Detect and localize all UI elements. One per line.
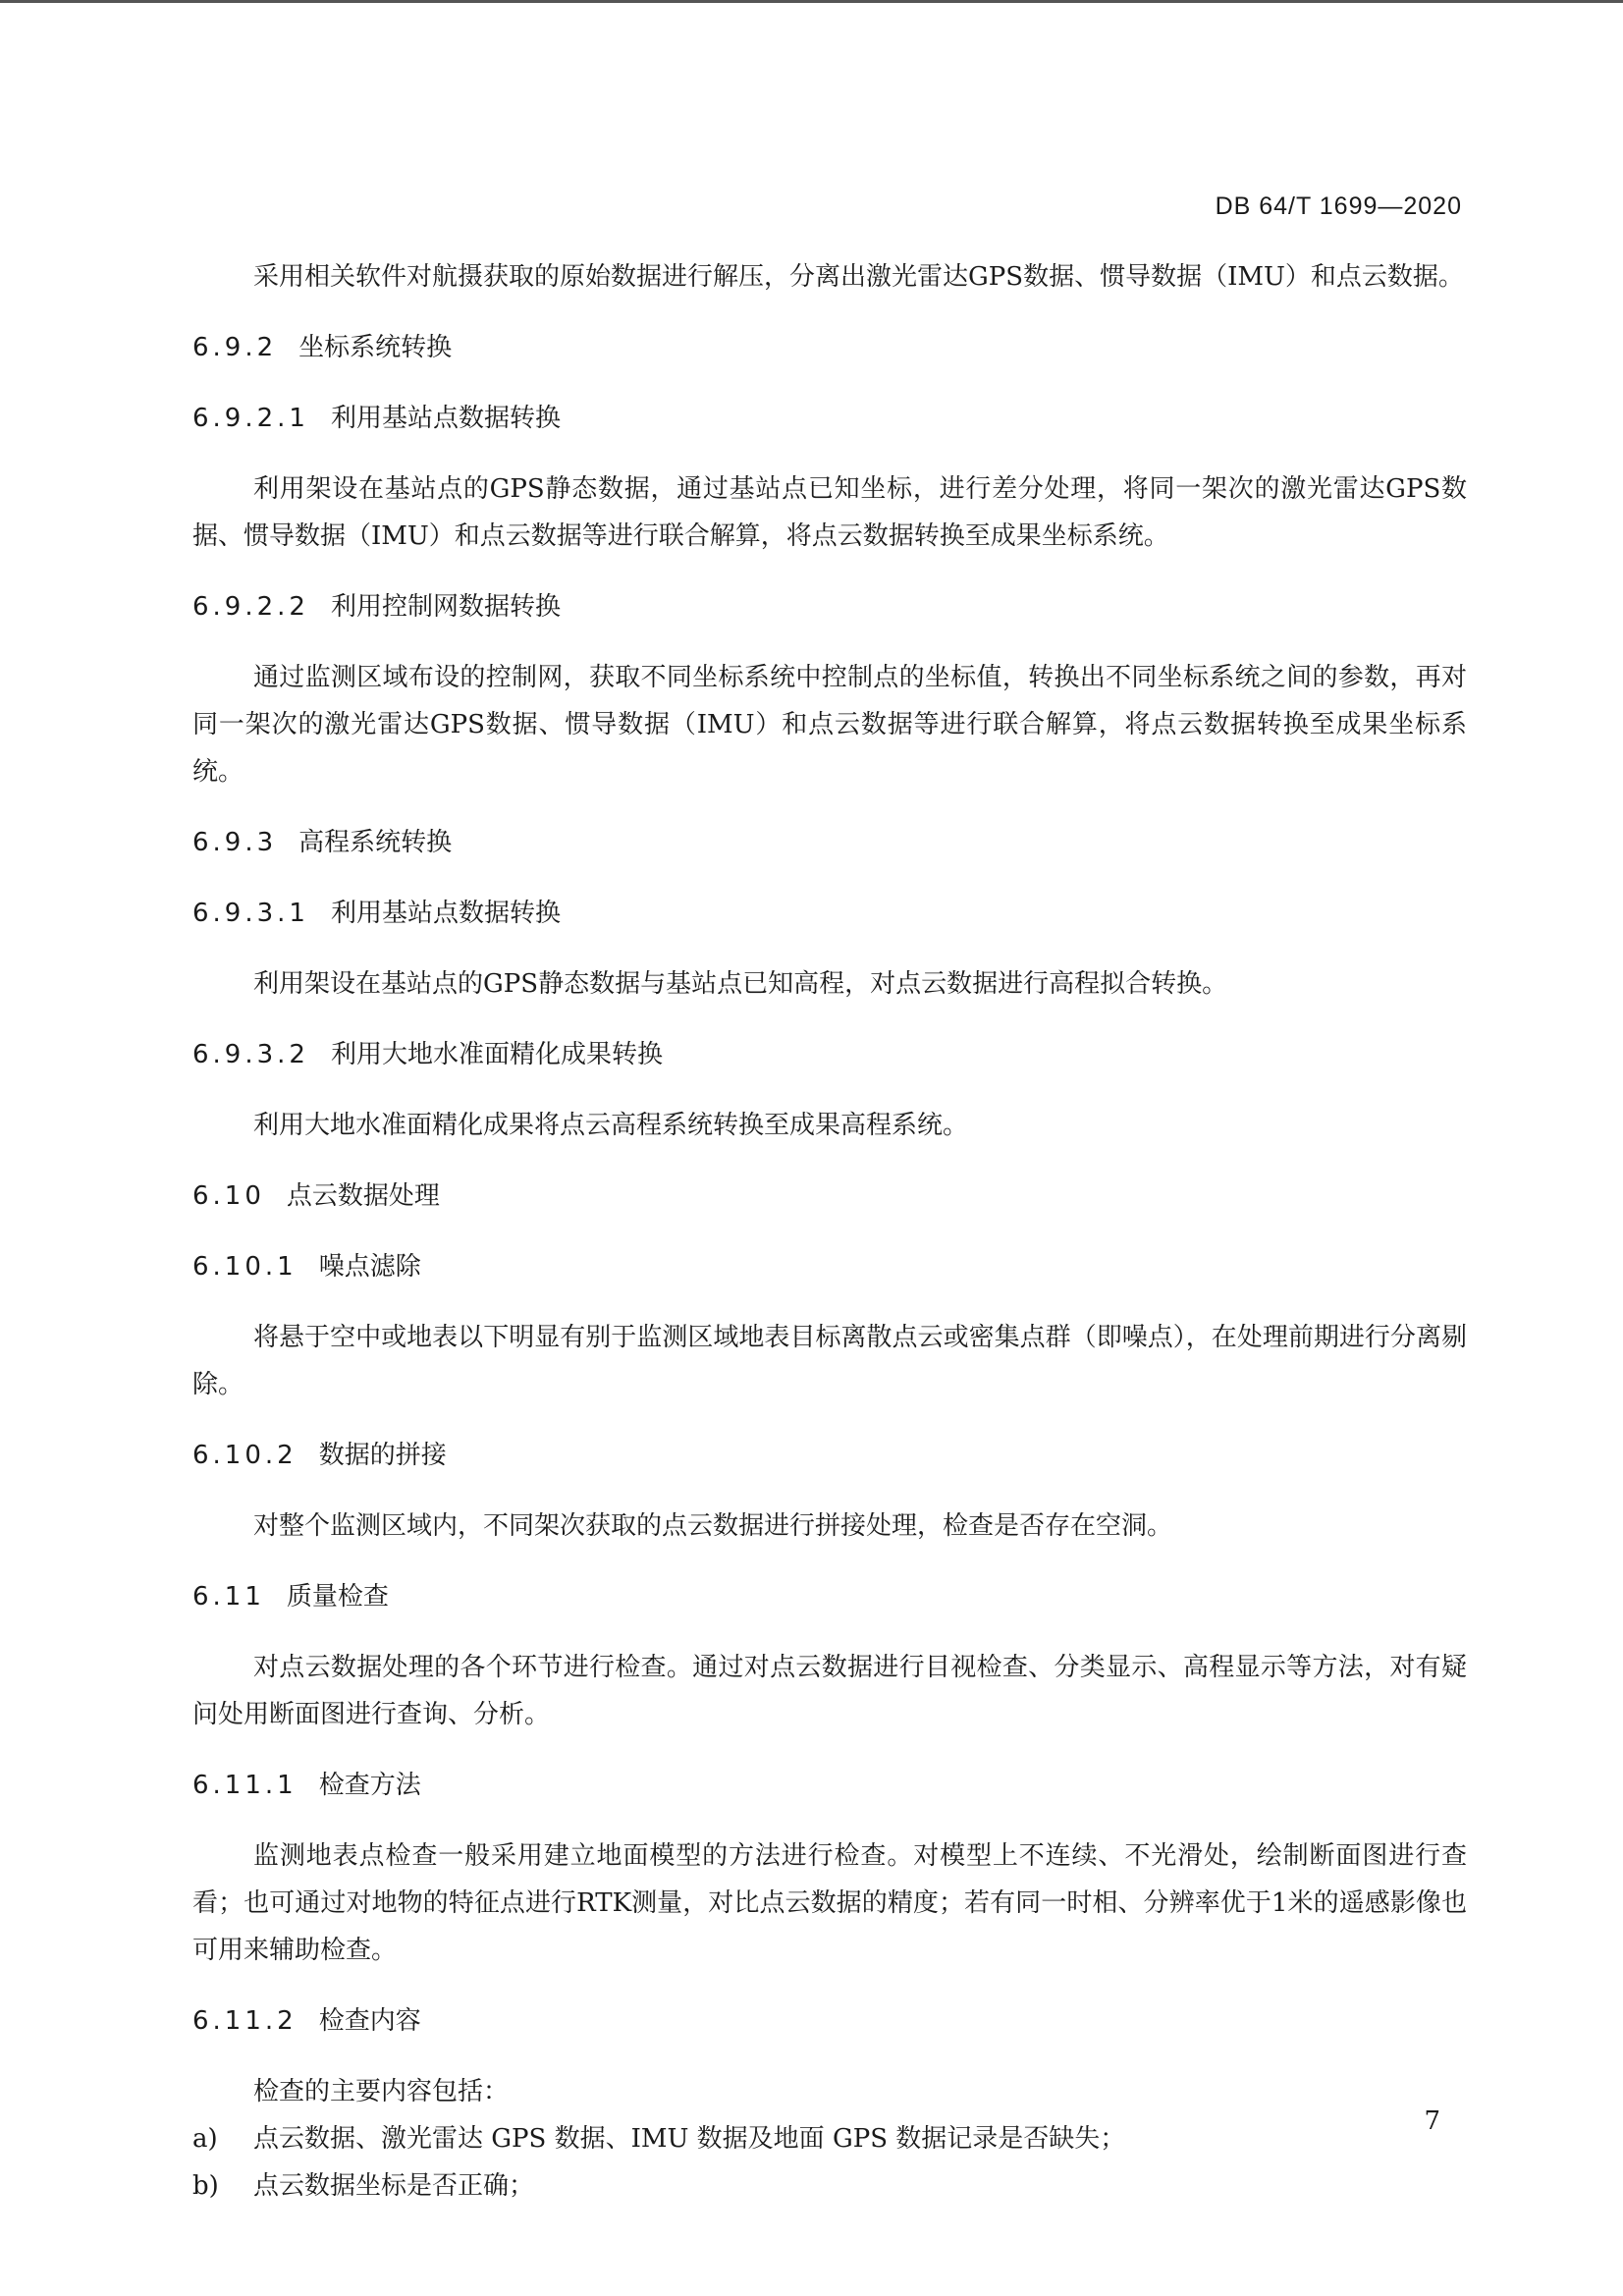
- section-number: 6.11: [192, 1582, 265, 1612]
- list-item: [192, 2115, 1467, 2162]
- top-border-line: [0, 0, 1623, 3]
- paragraph-6-10-2: 对整个监测区域内，不同架次获取的点云数据进行拼接处理，检查是否存在空洞。: [253, 1511, 1173, 1541]
- section-number: 6.9.2: [192, 333, 278, 362]
- section-title: 噪点滤除: [318, 1252, 421, 1282]
- section-title: 坐标系统转换: [298, 333, 453, 362]
- paragraph-6-11-2: 检查的主要内容包括：: [253, 2077, 510, 2106]
- standard-code: DB 64/T 1699—2020: [1215, 192, 1462, 220]
- section-number: 6.9.3.1: [192, 899, 309, 928]
- list-text: 点云数据、激光雷达 GPS 数据、IMU 数据及地面 GPS 数据记录是否缺失；: [253, 2124, 1126, 2154]
- paragraph-6-9-2-2: 通过监测区域布设的控制网，获取不同坐标系统中控制点的坐标值，转换出不同坐标系统之间的参数，再对同一架次的激光雷达GPS数据、惯导数据（IMU）和点云数据等进行联合解算，将点云数据转换至成果坐标系统。: [192, 663, 1467, 787]
- section-title: 点云数据处理: [286, 1181, 440, 1211]
- section-title: 利用控制网数据转换: [330, 592, 561, 622]
- paragraph-6-11-1: 监测地表点检查一般采用建立地面模型的方法进行检查。对模型上不连续、不光滑处，绘制断面图进行查看；也可通过对地物的特征点进行RTK测量，对比点云数据的精度；若有同一时相、分辨率优于1米的遥感影像也可用来辅助检查。: [192, 1841, 1467, 1965]
- section-title: 利用基站点数据转换: [330, 899, 561, 928]
- heading-6-11-1: [192, 1762, 1467, 1809]
- section-title: 利用大地水准面精化成果转换: [330, 1040, 663, 1069]
- section-title: 检查方法: [318, 1771, 421, 1800]
- heading-6-9-3-2: [192, 1031, 1467, 1078]
- section-title: 利用基站点数据转换: [330, 404, 561, 433]
- section-number: 6.10: [192, 1181, 265, 1211]
- paragraph-6-11: 对点云数据处理的各个环节进行检查。通过对点云数据进行目视检查、分类显示、高程显示等方法，对有疑问处用断面图进行查询、分析。: [192, 1653, 1467, 1729]
- heading-6-10: [192, 1173, 1467, 1220]
- section-number: 6.10.1: [192, 1252, 298, 1282]
- heading-6-9-2-2: [192, 583, 1467, 630]
- list-item: [192, 2162, 1467, 2210]
- list-marker: b): [192, 2171, 219, 2201]
- section-title: 数据的拼接: [318, 1441, 447, 1470]
- section-title: 质量检查: [286, 1582, 389, 1612]
- paragraph-6-9-3-1: 利用架设在基站点的GPS静态数据与基站点已知高程，对点云数据进行高程拟合转换。: [253, 969, 1228, 999]
- heading-6-9-3-1: [192, 890, 1467, 937]
- section-number: 6.9.2.1: [192, 404, 309, 433]
- section-number: 6.11.2: [192, 2006, 298, 2036]
- list-text: 点云数据坐标是否正确；: [253, 2171, 535, 2201]
- section-number: 6.11.1: [192, 1771, 298, 1800]
- heading-6-11: [192, 1573, 1467, 1620]
- section-number: 6.9.3: [192, 828, 278, 857]
- paragraph-6-10-1: 将悬于空中或地表以下明显有别于监测区域地表目标离散点云或密集点群（即噪点），在处理前期进行分离剔除。: [192, 1323, 1467, 1399]
- heading-6-10-1: [192, 1243, 1467, 1290]
- section-number: 6.10.2: [192, 1441, 298, 1470]
- page-number: 7: [1424, 2106, 1440, 2136]
- paragraph-intro: 采用相关软件对航摄获取的原始数据进行解压，分离出激光雷达GPS数据、惯导数据（IMU）和点云数据。: [253, 262, 1464, 292]
- list-marker: a): [192, 2124, 218, 2154]
- section-number: 6.9.2.2: [192, 592, 309, 622]
- section-title: 检查内容: [318, 2006, 421, 2036]
- heading-6-9-2-1: [192, 395, 1467, 442]
- section-title: 高程系统转换: [298, 828, 453, 857]
- paragraph-6-9-2-1: 利用架设在基站点的GPS静态数据，通过基站点已知坐标，进行差分处理，将同一架次的激光雷达GPS数据、惯导数据（IMU）和点云数据等进行联合解算，将点云数据转换至成果坐标系统。: [192, 474, 1467, 551]
- document-body: [192, 253, 1467, 2210]
- heading-6-9-2: [192, 324, 1467, 371]
- paragraph-6-9-3-2: 利用大地水准面精化成果将点云高程系统转换至成果高程系统。: [253, 1111, 969, 1140]
- heading-6-10-2: [192, 1432, 1467, 1479]
- section-number: 6.9.3.2: [192, 1040, 309, 1069]
- heading-6-9-3: [192, 819, 1467, 866]
- heading-6-11-2: [192, 1997, 1467, 2045]
